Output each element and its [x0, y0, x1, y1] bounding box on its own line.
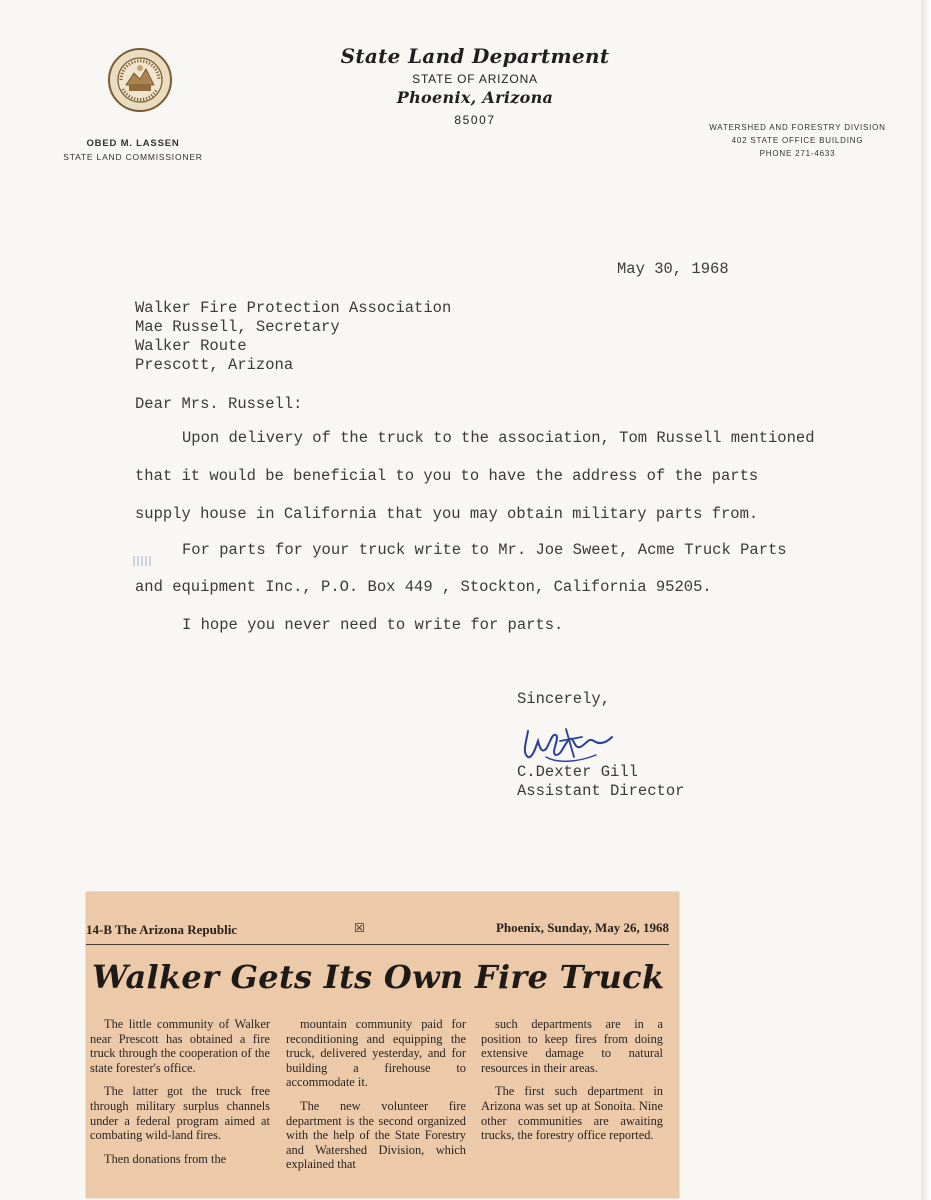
page-edge — [921, 0, 931, 1200]
body-line: that it would be beneficial to you to have the address of the parts — [135, 467, 759, 485]
address-line: Walker Fire Protection Association — [135, 299, 452, 317]
header-rule — [86, 944, 669, 945]
body-line: I hope you never need to write for parts. — [182, 616, 564, 634]
city-name: Phoenix, Arizona — [396, 88, 554, 107]
division-line: WATERSHED AND FORESTRY DIVISION — [709, 123, 886, 132]
article-paragraph: such departments are in a position to keep fires from doing extensive damage to natural resources in their areas. — [481, 1017, 663, 1075]
clipping-headline: Walker Gets Its Own Fire Truck — [92, 958, 665, 996]
recipient-address — [135, 299, 451, 375]
salutation: Dear Mrs. Russell: — [135, 395, 303, 413]
article-paragraph: The new volunteer fire department is the second organized with the help of the State Forestry and Watershed Division, which explained that — [286, 1098, 466, 1172]
signer-title: Assistant Director — [517, 782, 685, 800]
division-line: 402 STATE OFFICE BUILDING — [731, 136, 864, 145]
division-line: PHONE 271-4633 — [759, 149, 836, 158]
article-paragraph: The latter got the truck free through military surplus channels under a federal program aimed at combating wild-land fires. — [90, 1084, 270, 1143]
article-column — [90, 1017, 270, 1175]
state-name: STATE OF ARIZONA — [412, 72, 538, 86]
article-column — [286, 1017, 466, 1181]
checkbox-mark: ☒ — [354, 921, 365, 935]
signer-name: C.Dexter Gill — [517, 763, 638, 781]
clipping-header — [86, 920, 669, 942]
letterhead-center — [320, 44, 630, 127]
commissioner-block — [52, 138, 214, 162]
letter-date: May 30, 1968 — [617, 260, 729, 278]
commissioner-name: OBED M. LASSEN — [86, 138, 180, 149]
newspaper-clipping — [86, 892, 679, 1198]
article-paragraph: The little community of Walker near Prescott has obtained a fire truck through the cooperation of the state forester's office. — [90, 1017, 270, 1075]
article-paragraph: Then donations from the — [104, 1151, 227, 1166]
division-block — [690, 121, 905, 160]
dateline: Phoenix, Sunday, May 26, 1968 — [495, 920, 669, 935]
article-paragraph: The first such department in Arizona was set up at Sonoita. Nine other communities are awaiting trucks, the forestry office reported. — [481, 1084, 663, 1143]
address-line: Prescott, Arizona — [135, 356, 294, 374]
body-line: supply house in California that you may obtain military parts from. — [135, 505, 759, 523]
faint-ink-mark — [133, 556, 151, 566]
department-name: State Land Department — [340, 44, 610, 68]
body-line: Upon delivery of the truck to the association, Tom Russell mentioned — [182, 429, 815, 447]
zip-code: 85007 — [454, 113, 496, 127]
article-column — [481, 1017, 663, 1152]
page-label: 14-B The Arizona Republic — [86, 922, 238, 937]
arizona-state-seal — [107, 47, 173, 113]
commissioner-title: STATE LAND COMMISSIONER — [63, 152, 203, 162]
signature-block — [517, 763, 684, 801]
body-line: and equipment Inc., P.O. Box 449 , Stockton, California 95205. — [135, 578, 712, 596]
body-line: For parts for your truck write to Mr. Joe Sweet, Acme Truck Parts — [182, 541, 787, 559]
address-line: Mae Russell, Secretary — [135, 318, 340, 336]
closing: Sincerely, — [517, 690, 611, 708]
address-line: Walker Route — [135, 337, 247, 355]
article-paragraph: mountain community paid for reconditioning and equipping the truck, delivered yesterday, and for building a firehouse to accommodate it. — [286, 1017, 466, 1090]
